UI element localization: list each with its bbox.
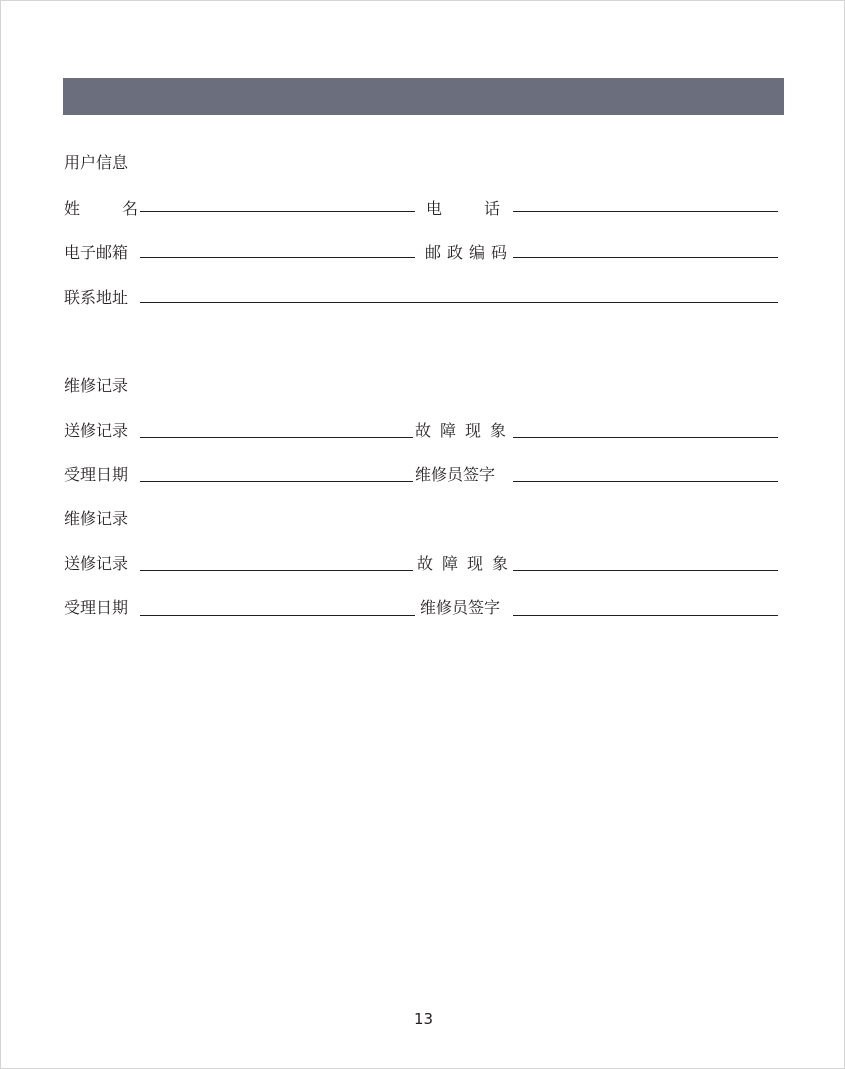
repair-1-sent-field-line[interactable] bbox=[140, 437, 413, 438]
phone-label: 电话 bbox=[426, 199, 543, 218]
repair-2-date-field-line[interactable] bbox=[140, 615, 415, 616]
name-field-line[interactable] bbox=[140, 211, 415, 212]
repair-2-fault-field-line[interactable] bbox=[513, 570, 778, 571]
page-number: 13 bbox=[413, 1010, 434, 1028]
name-label: 姓名 bbox=[64, 199, 181, 218]
repair-2-fault-label: 故障现象 bbox=[417, 554, 518, 573]
address-label: 联系地址 bbox=[64, 288, 129, 307]
repair-1-date-field-line[interactable] bbox=[140, 481, 413, 482]
repair-2-sent-field-line[interactable] bbox=[140, 570, 413, 571]
repair-record-2-title: 维修记录 bbox=[64, 509, 129, 528]
address-field-line[interactable] bbox=[140, 302, 778, 303]
email-field-line[interactable] bbox=[140, 257, 415, 258]
repair-1-fault-field-line[interactable] bbox=[513, 437, 778, 438]
user-info-title: 用户信息 bbox=[64, 153, 129, 172]
repair-1-fault-label: 故障现象 bbox=[415, 421, 516, 440]
repair-2-technician-label: 维修员签字 bbox=[420, 598, 501, 617]
repair-record-1-title: 维修记录 bbox=[64, 376, 129, 395]
repair-2-sent-label: 送修记录 bbox=[64, 554, 129, 573]
repair-1-technician-label: 维修员签字 bbox=[415, 465, 496, 484]
repair-2-date-label: 受理日期 bbox=[64, 598, 129, 617]
email-label: 电子邮箱 bbox=[64, 243, 129, 262]
repair-1-sent-label: 送修记录 bbox=[64, 421, 129, 440]
repair-2-technician-field-line[interactable] bbox=[513, 615, 778, 616]
header-bar bbox=[63, 78, 784, 115]
postcode-field-line[interactable] bbox=[513, 257, 778, 258]
phone-field-line[interactable] bbox=[513, 211, 778, 212]
repair-1-date-label: 受理日期 bbox=[64, 465, 129, 484]
postcode-label: 邮政编码 bbox=[425, 243, 514, 262]
repair-1-technician-field-line[interactable] bbox=[513, 481, 778, 482]
